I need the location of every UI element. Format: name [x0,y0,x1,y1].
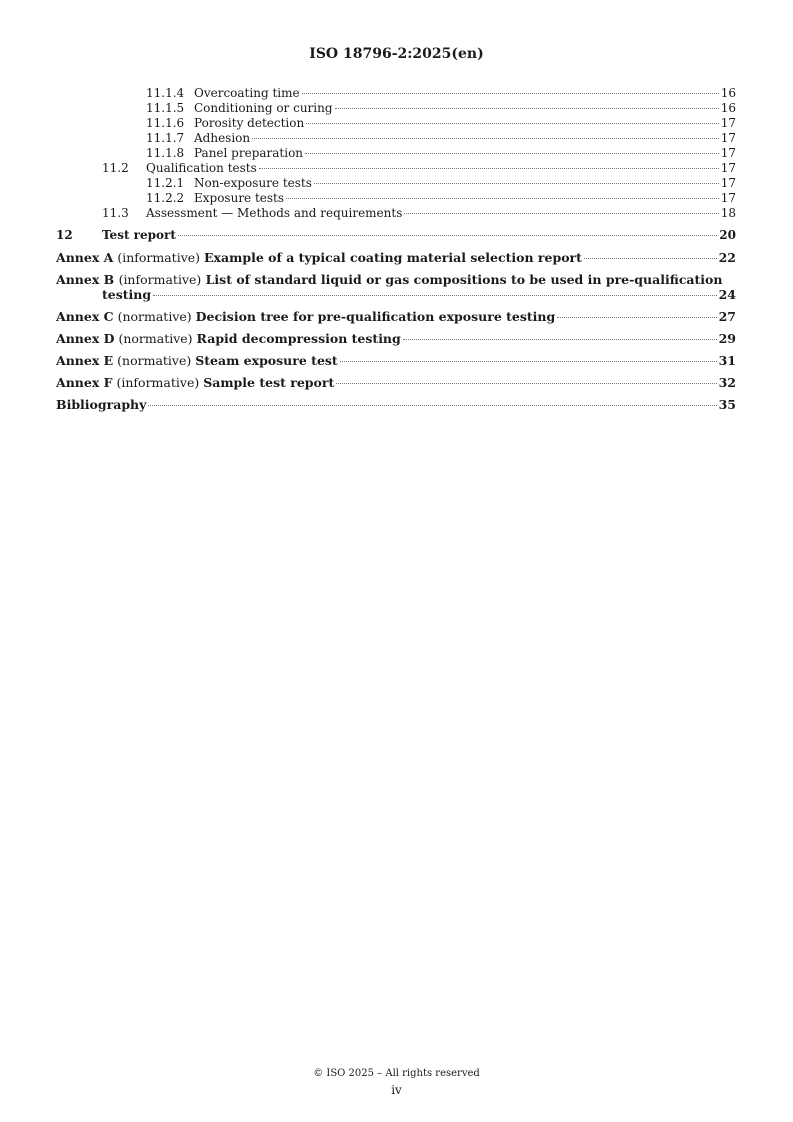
toc-entry-title: Bibliography [56,397,147,412]
toc-entry-title-line1: List of standard liquid or gas compositions to be used in pre-qualification [205,272,723,287]
toc-entry-page: 29 [718,331,736,346]
toc-entry-title: Qualification tests [146,161,257,175]
dot-leader [178,235,717,236]
toc-entry-page: 18 [720,206,736,220]
toc-entry-page: 16 [720,86,736,100]
page-number: iv [391,1083,402,1097]
dot-leader [314,183,719,184]
toc-entry-page: 32 [718,375,736,390]
toc-entry-annex-c[interactable] [56,309,736,324]
document-header: ISO 18796-2:2025(en) [309,46,484,62]
toc-entry-11-1-4[interactable] [56,86,736,101]
toc-entry-title: Decision tree for pre-qualification exposure testing [195,309,556,324]
toc-entry-title: Exposure tests [194,191,285,205]
toc-entry-number: 11.1.4 [146,86,185,100]
toc-entry-page: 17 [720,116,736,130]
toc-entry-annex-f[interactable] [56,375,736,390]
toc-entry-page: 16 [720,101,736,115]
toc-entry-annex-e[interactable] [56,353,736,368]
toc-entry-11-2-1[interactable] [56,176,736,191]
toc-entry-title: Adhesion [194,131,251,145]
dot-leader [404,213,718,214]
toc-entry-number: 11.1.7 [146,131,185,145]
annex-label: Annex D [56,331,115,346]
toc-entry-title: Test report [102,228,176,242]
toc-entry-page: 17 [720,146,736,160]
annex-kind: (normative) [117,353,192,368]
toc-entry-number: 11.2 [102,161,129,175]
toc-entry-page: 27 [718,309,736,324]
dot-leader [403,339,717,340]
dot-leader [557,317,716,318]
toc-entry-page: 24 [718,287,736,302]
toc-entry-number: 11.2.2 [146,191,185,205]
dot-leader [259,168,719,169]
toc-entry-page: 17 [720,131,736,145]
toc-entry-title: Example of a typical coating material selection report [204,250,582,265]
toc-entry-annex-b[interactable] [56,272,736,302]
toc-entry-11-3[interactable] [56,206,736,221]
dot-leader [302,93,719,94]
toc-entry-annex-a[interactable] [56,250,736,265]
dot-leader [153,295,716,296]
toc-entry-page: 20 [719,228,736,242]
toc-entry-title: Conditioning or curing [194,101,333,115]
dot-leader [305,153,719,154]
toc-entry-number: 11.3 [102,206,129,220]
toc-entry-page: 35 [718,397,736,412]
annex-kind: (informative) [118,272,202,287]
annex-kind: (informative) [116,375,200,390]
toc-entry-number: 11.1.6 [146,116,185,130]
copyright-notice: © ISO 2025 – All rights reserved [313,1068,480,1079]
toc-entry-title: Panel preparation [194,146,304,160]
toc-entry-number: 11.2.1 [146,176,185,190]
toc-entry-11-1-7[interactable] [56,131,736,146]
toc-entry-bibliography[interactable] [56,397,736,412]
dot-leader [306,123,718,124]
toc-entry-number: 11.1.5 [146,101,185,115]
toc-entry-11-1-6[interactable] [56,116,736,131]
toc-entry-annex-d[interactable] [56,331,736,346]
annex-label: Annex F [56,375,113,390]
toc-entry-title-line2: testing [102,287,152,302]
toc-entry-page: 31 [718,353,736,368]
toc-entry-11-1-8[interactable] [56,146,736,161]
toc-entry-number: 11.1.8 [146,146,185,160]
toc-entry-title: Rapid decompression testing [196,331,401,346]
toc-entry-11-2-2[interactable] [56,191,736,206]
annex-label: Annex B [56,272,115,287]
toc-entry-title: Non-exposure tests [194,176,312,190]
annex-label: Annex A [56,250,114,265]
toc-entry-title: Assessment — Methods and requirements [146,206,403,220]
table-of-contents [56,86,736,412]
annex-label: Annex E [56,353,114,368]
toc-entry-page: 17 [720,191,736,205]
page-footer [0,1066,793,1098]
annex-kind: (normative) [117,309,192,324]
toc-entry-page: 22 [718,250,736,265]
dot-leader [340,361,717,362]
annex-kind: (informative) [117,250,201,265]
dot-leader [148,405,716,406]
dot-leader [335,108,719,109]
annex-label: Annex C [56,309,114,324]
toc-entry-page: 17 [720,176,736,190]
toc-entry-clause-12[interactable] [56,228,736,243]
toc-entry-11-1-5[interactable] [56,101,736,116]
dot-leader [336,383,716,384]
dot-leader [584,258,717,259]
toc-entry-title: Porosity detection [194,116,305,130]
dot-leader [286,198,719,199]
toc-entry-page: 17 [720,161,736,175]
toc-entry-11-2[interactable] [56,161,736,176]
toc-entry-title: Sample test report [203,375,335,390]
toc-entry-title: Overcoating time [194,86,300,100]
toc-entry-title: Steam exposure test [195,353,338,368]
toc-entry-number: 12 [56,228,73,242]
annex-kind: (normative) [118,331,193,346]
dot-leader [252,138,719,139]
